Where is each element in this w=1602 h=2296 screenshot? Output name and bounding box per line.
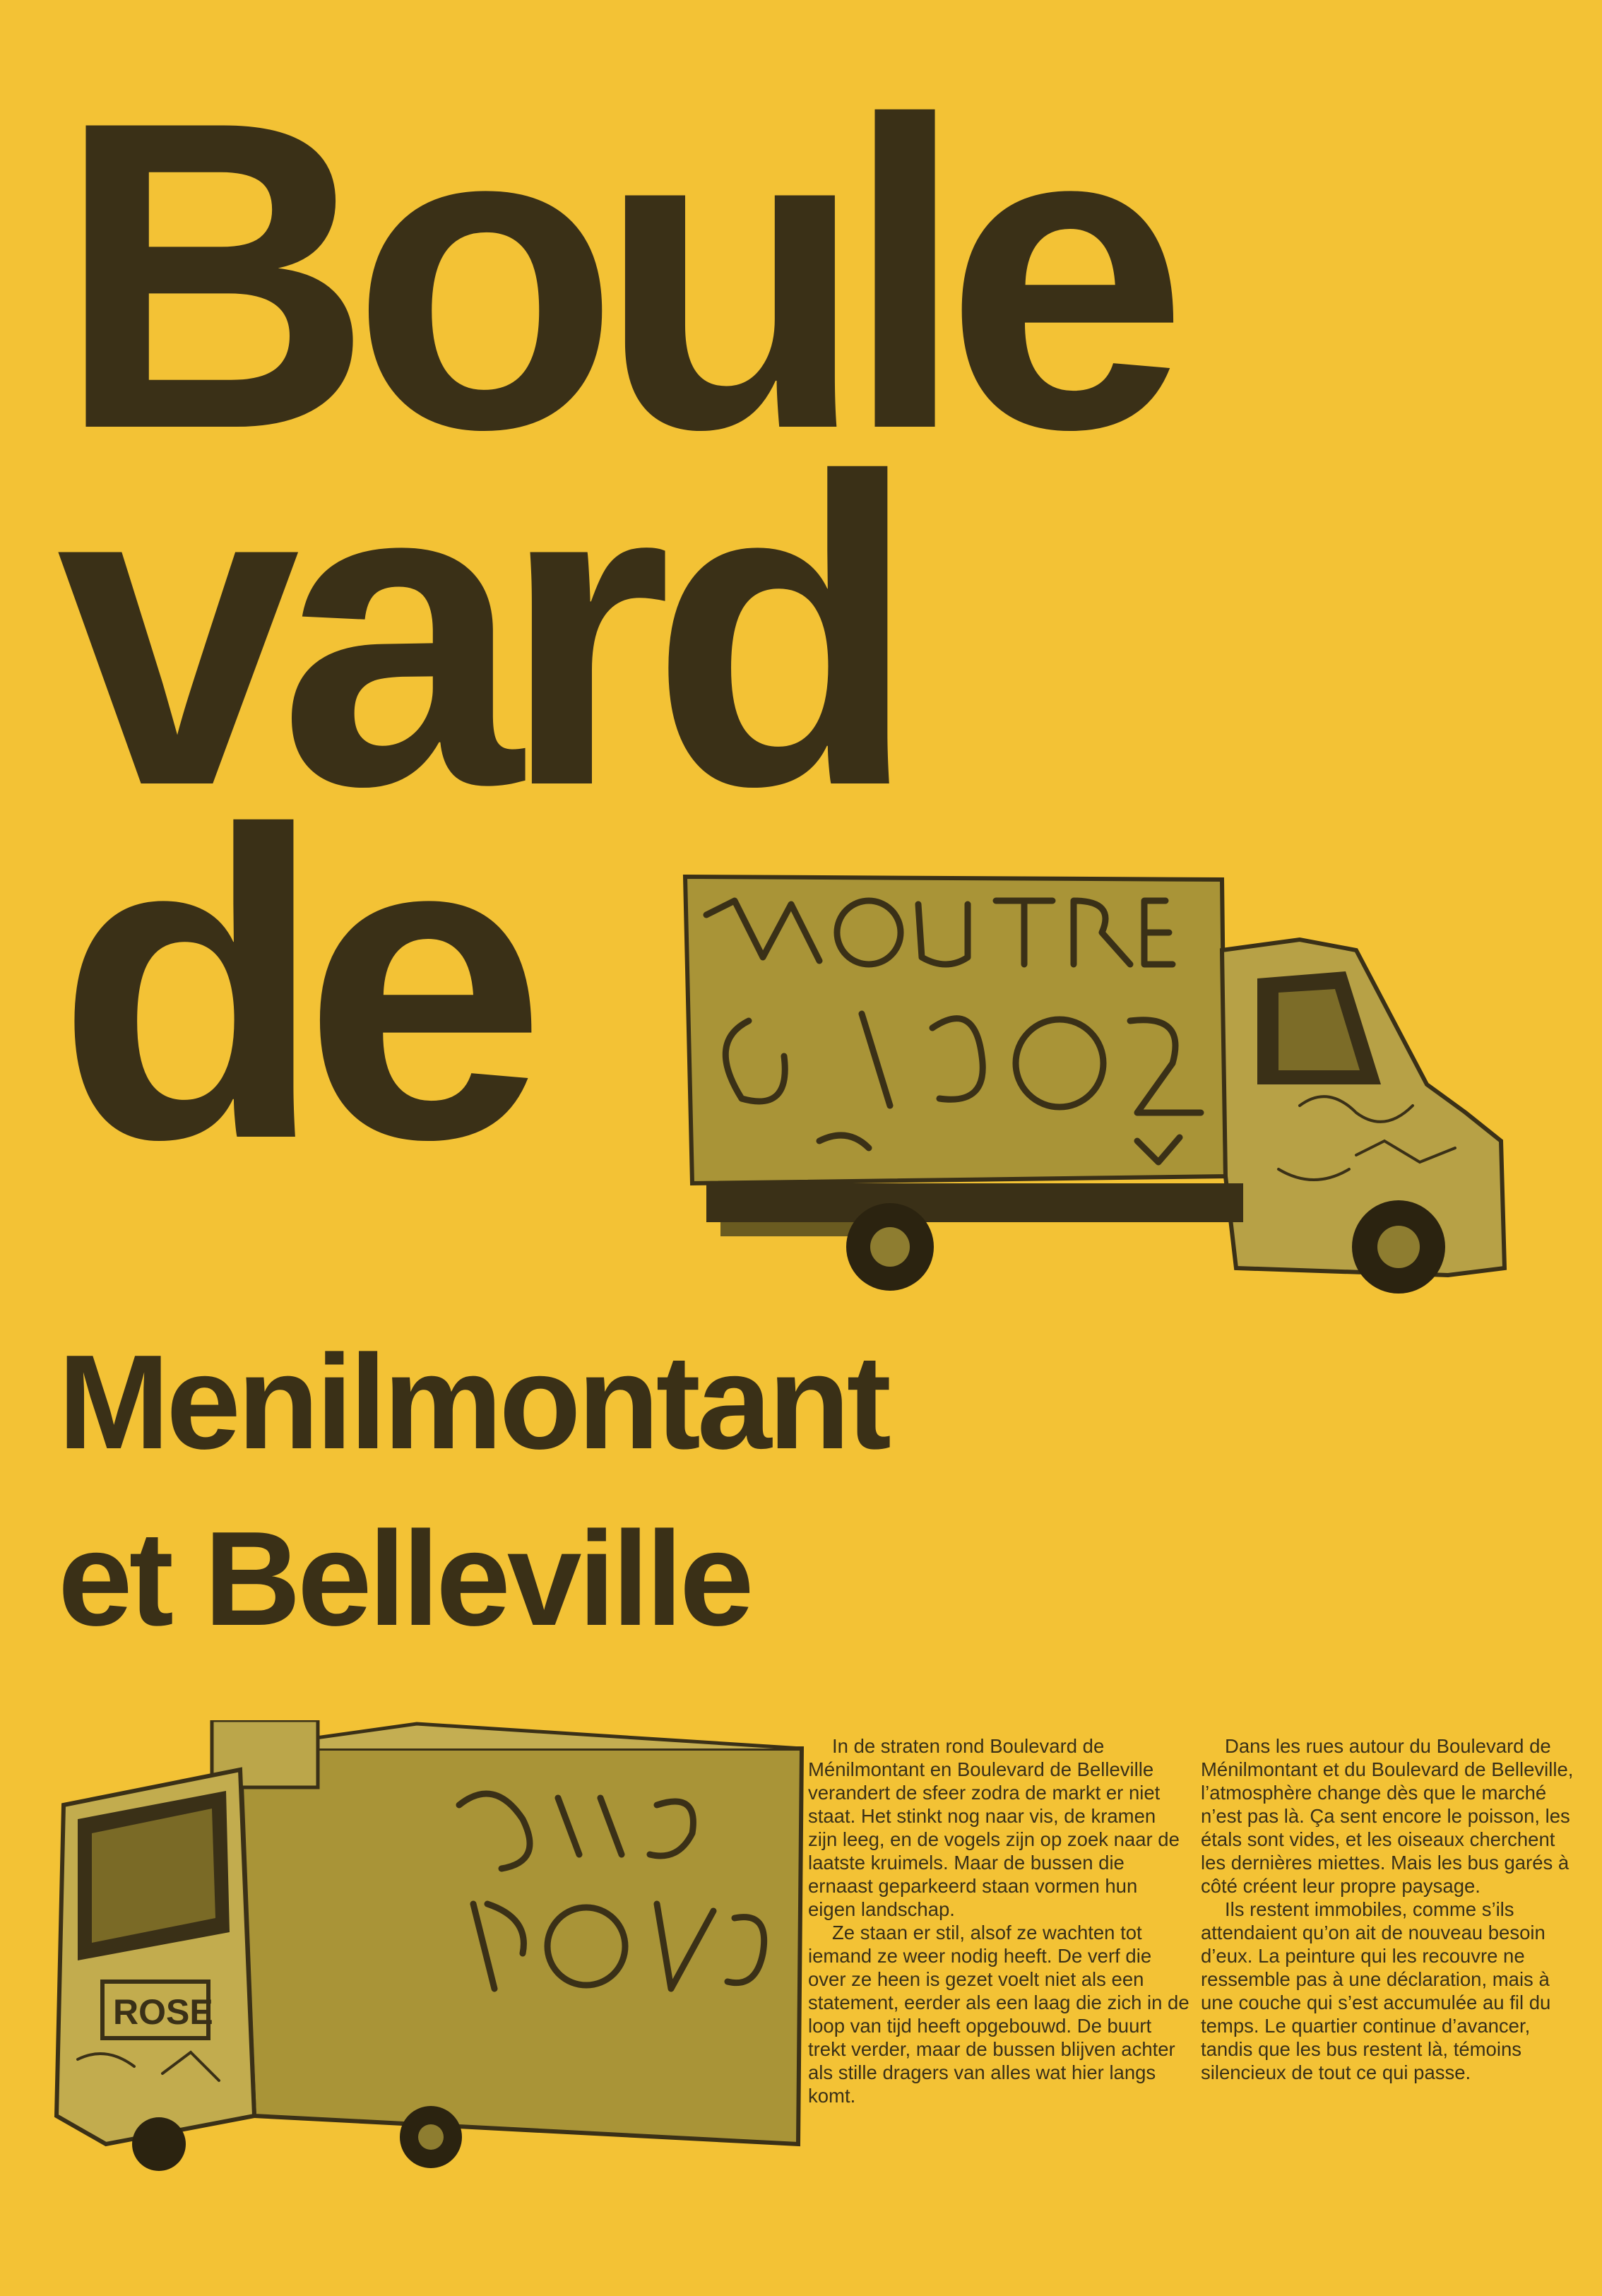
truck-tag-text: ROSE	[113, 1992, 213, 2032]
body-nl-paragraph-2: Ze staan er stil, alsof ze wachten tot iemand ze weer nodig heeft. De verf die over ze heen is gezet voelt niet als een statement, eerder als een laag die zich in de loop van tijd heeft opgebouwd. De buurt trekt verder, maar de bussen blijven achter als stille dragers van alles wat hier langs komt.	[808, 1922, 1189, 2107]
body-fr-paragraph-2: Ils restent immobiles, comme s’ils attendaient qu’on ait de nouveau besoin d’eux. La peinture qui les recouvre ne ressemble pas à une déclaration, mais à une couche qui s’est accumulée au fil du temps. Le quartier continue d’avancer, tandis que les bus restent là, témoins silencieux de tout ce qui passe.	[1201, 1898, 1551, 2083]
graffiti-truck-photo	[35, 1720, 805, 2172]
title-line-1: Boule	[57, 31, 1168, 520]
body-nl-paragraph-1: In de straten rond Boulevard de Ménilmontant en Boulevard de Belleville verandert de sfeer zodra de markt er niet staat. Het stinkt nog naar vis, de kramen zijn leeg, en de vogels zijn op zoek naar de laatste kruimels. Maar de bussen die ernaast geparkeerd staan vormen hun eigen landschap.	[808, 1735, 1180, 1920]
body-column-dutch	[808, 1734, 1189, 2107]
title-line-3: de	[57, 741, 526, 1230]
graffiti-van-photo	[678, 872, 1529, 1296]
subtitle-line-1: Menilmontant	[58, 1327, 888, 1477]
body-fr-paragraph-1: Dans les rues autour du Boulevard de Ménilmontant et du Boulevard de Belleville, l’atmosphère change dès que le marché n’est pas là. Ça sent encore le poisson, les étals sont vides, et les oiseaux cherchent les dernières miettes. Mais les bus garés à côté créent leur propre paysage.	[1201, 1735, 1574, 1897]
title-line-2: vard	[57, 388, 897, 877]
subtitle-line-2: et Belleville	[58, 1504, 751, 1654]
body-column-french	[1201, 1734, 1582, 2084]
